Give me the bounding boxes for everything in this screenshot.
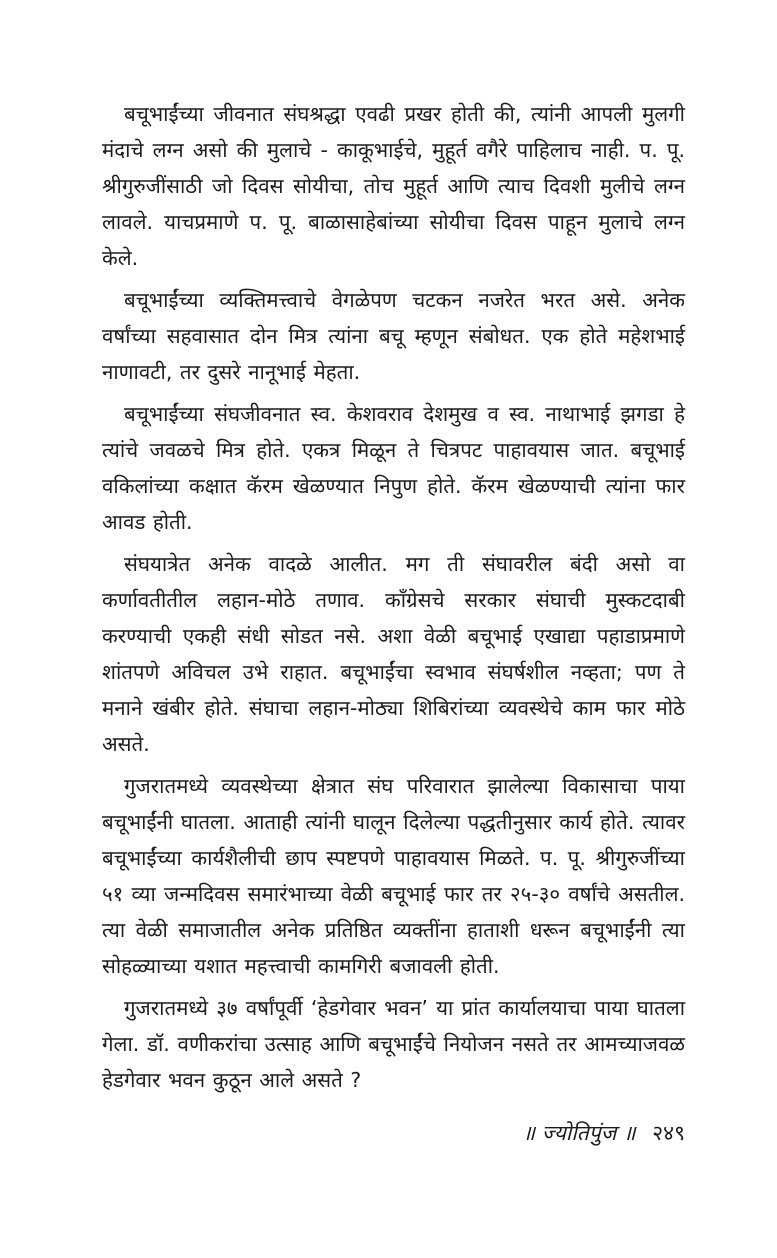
paragraph-1: बचूभाईंच्या जीवनात संघश्रद्धा एवढी प्रखर होती की, त्यांनी आपली मुलगी मंदाचे लग्न असो की मुलाचे - काकूभाईचे, मुहूर्त वगैरे पाहिलाच नाही. प. पू. श्रीगुरुजींसाठी जो दिवस सोयीचा, तोच मुहूर्त आणि त्याच दिवशी मुलीचे लग्न लावले. याचप्रमाणे प. पू. बाळासाहेबांच्या सोयीचा दिवस पाहून मुलाचे लग्न केले.	[102, 102, 685, 270]
paragraph-4: संघयात्रेत अनेक वादळे आलीत. मग ती संघावरील बंदी असो वा कर्णावतीतील लहान-मोठे तणाव. कॉंग्रेसचे सरकार संघाची मुस्कटदाबी करण्याची एकही संधी सोडत नसे. अशा वेळी बचूभाई एखाद्या पहाडाप्रमाणे शांतपणे अविचल उभे राहात. बचूभाईंचा स्वभाव संघर्षशील नव्हता; पण ते मनाने खंबीर होते. संघाचा लहान-मोठ्या शिबिरांच्या व्यवस्थेचे काम फार मोठे असते.	[102, 552, 685, 756]
page-footer	[522, 1118, 685, 1148]
paragraph-5: गुजरातमध्ये व्यवस्थेच्या क्षेत्रात संघ परिवारात झालेल्या विकासाचा पाया बचूभाईंनी घातला. आताही त्यांनी घालून दिलेल्या पद्धतीनुसार कार्य होते. त्यावर बचूभाईंच्या कार्यशैलीची छाप स्पष्टपणे पाहावयास मिळते. प. पू. श्रीगुरुजींच्या ५१ व्या जन्मदिवस समारंभाच्या वेळी बचूभाई फार तर २५-३० वर्षांचे असतील. त्या वेळी समाजातील अनेक प्रतिष्ठित व्यक्तींना हाताशी धरून बचूभाईंनी त्या सोहळ्याच्या यशात महत्त्वाची कामगिरी बजावली होती.	[102, 774, 685, 978]
paragraph-2: बचूभाईंच्या व्यक्तिमत्त्वाचे वेगळेपण चटकन नजरेत भरत असे. अनेक वर्षांच्या सहवासात दोन मित्र त्यांना बचू म्हणून संबोधत. एक होते महेशभाई नाणावटी, तर दुसरे नानूभाई मेहता.	[102, 288, 685, 384]
body-text	[102, 96, 685, 1098]
paragraph-3: बचूभाईंच्या संघजीवनात स्व. केशवराव देशमुख व स्व. नाथाभाई झगडा हे त्यांचे जवळचे मित्र होते. एकत्र मिळून ते चित्रपट पाहावयास जात. बचूभाई वकिलांच्या कक्षात कॅरम खेळण्यात निपुण होते. कॅरम खेळण्याची त्यांना फार आवड होती.	[102, 402, 685, 534]
book-title: ॥ ज्योतिपुंज ॥	[522, 1121, 636, 1145]
page-number: २४९	[652, 1121, 685, 1145]
paragraph-6: गुजरातमध्ये ३७ वर्षांपूर्वी ‘हेडगेवार भवन’ या प्रांत कार्यालयाचा पाया घातला गेला. डॉ. वणीकरांचा उत्साह आणि बचूभाईंचे नियोजन नसते तर आमच्याजवळ हेडगेवार भवन कुठून आले असते ?	[102, 996, 685, 1092]
